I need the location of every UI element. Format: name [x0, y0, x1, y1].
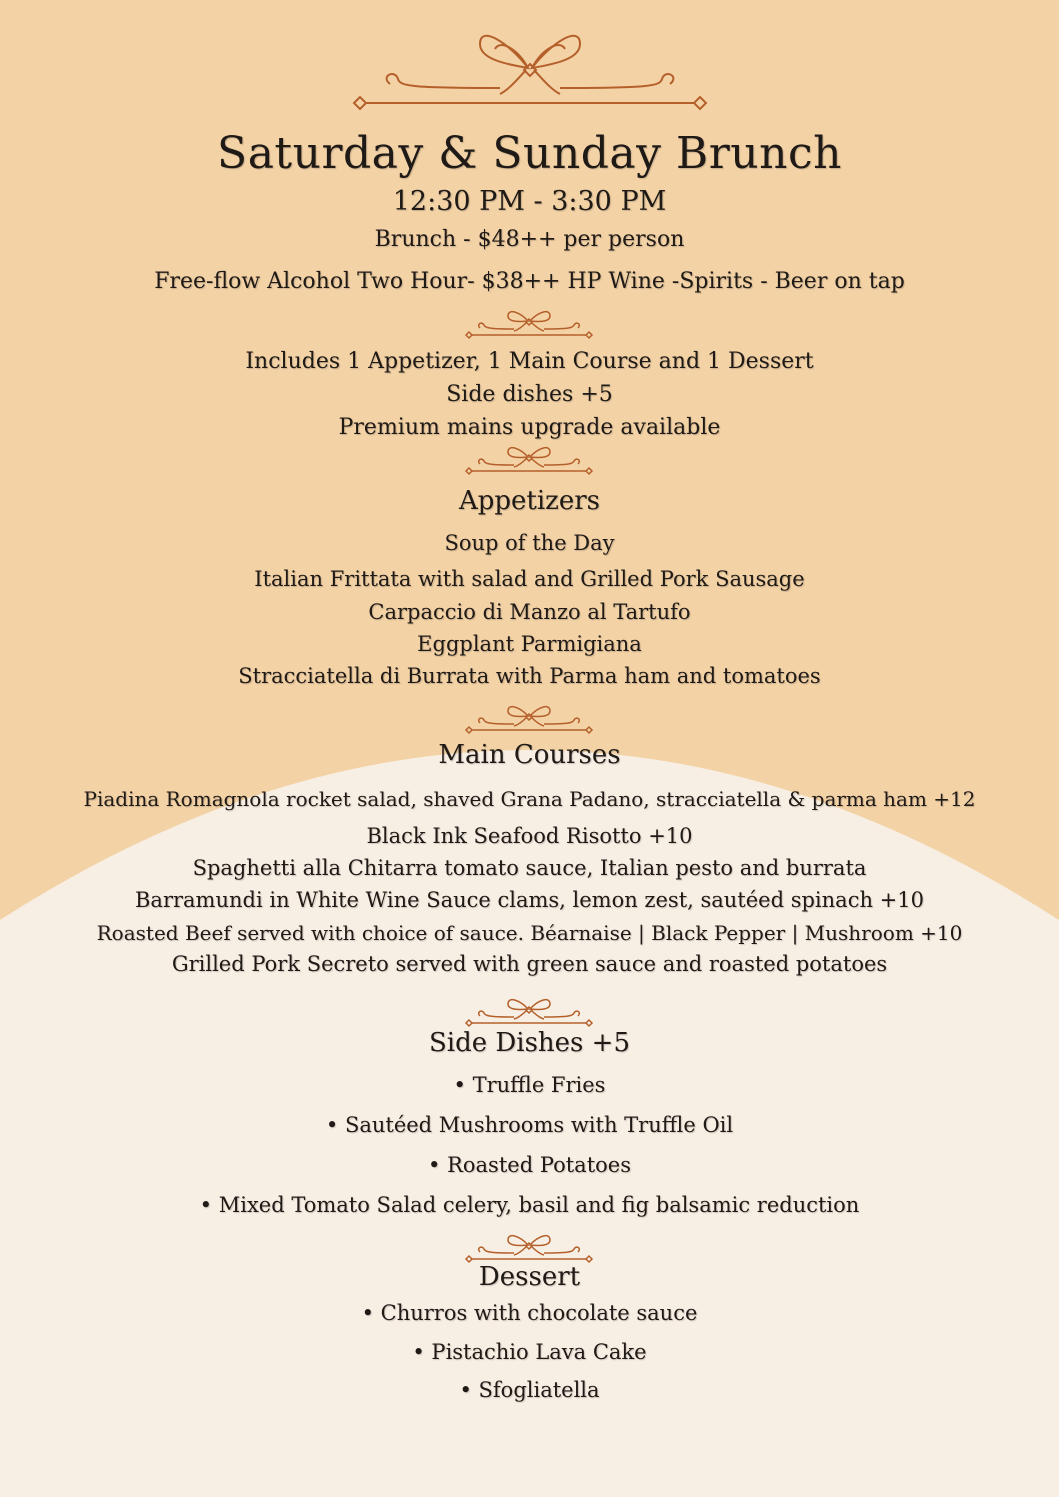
menu-item: • Sfogliatella [459, 1378, 600, 1402]
page-title: Saturday & Sunday Brunch [217, 128, 842, 179]
includes-line-2: Side dishes +5 [446, 382, 613, 407]
brunch-hours: 12:30 PM - 3:30 PM [392, 186, 667, 217]
menu-item: Eggplant Parmigiana [417, 632, 642, 656]
menu-item: • Truffle Fries [453, 1073, 606, 1097]
freeflow-price: Free-flow Alcohol Two Hour- $38++ HP Wine -Spirits - Beer on tap [154, 269, 905, 294]
menu-item: Italian Frittata with salad and Grilled Pork Sausage [254, 567, 805, 591]
main-courses-heading: Main Courses [438, 740, 621, 770]
includes-line-1: Includes 1 Appetizer, 1 Main Course and 1 Dessert [245, 349, 814, 374]
bow-divider-icon [464, 444, 594, 478]
menu-item: • Churros with chocolate sauce [361, 1301, 698, 1325]
menu-item: • Sautéed Mushrooms with Truffle Oil [325, 1113, 734, 1137]
bow-ornament-icon [350, 24, 710, 114]
menu-item: Stracciatella di Burrata with Parma ham and tomatoes [238, 664, 821, 688]
menu-item: • Mixed Tomato Salad celery, basil and fig balsamic reduction [199, 1193, 860, 1217]
includes-line-3: Premium mains upgrade available [338, 415, 721, 440]
side-dishes-heading: Side Dishes +5 [429, 1028, 630, 1058]
menu-item: Soup of the Day [444, 531, 615, 555]
menu-item: Barramundi in White Wine Sauce clams, lemon zest, sautéed spinach +10 [135, 888, 924, 912]
bow-divider-icon [464, 1232, 594, 1266]
bow-divider-icon [464, 996, 594, 1030]
menu-item: Carpaccio di Manzo al Tartufo [368, 600, 691, 624]
bow-divider-icon [464, 308, 594, 342]
bow-divider-icon [464, 703, 594, 737]
appetizers-heading: Appetizers [458, 486, 601, 516]
brunch-price: Brunch - $48++ per person [374, 227, 685, 252]
menu-item: Grilled Pork Secreto served with green sauce and roasted potatoes [171, 952, 888, 976]
menu-item: Piadina Romagnola rocket salad, shaved Grana Padano, stracciatella & parma ham +12 [83, 787, 976, 811]
dessert-heading: Dessert [478, 1262, 581, 1292]
menu-item: • Roasted Potatoes [428, 1153, 631, 1177]
menu-item: Roasted Beef served with choice of sauce. Béarnaise | Black Pepper | Mushroom +10 [96, 921, 963, 945]
menu-item: • Pistachio Lava Cake [412, 1340, 647, 1364]
menu-item: Spaghetti alla Chitarra tomato sauce, Italian pesto and burrata [192, 856, 867, 880]
menu-item: Black Ink Seafood Risotto +10 [366, 824, 693, 848]
